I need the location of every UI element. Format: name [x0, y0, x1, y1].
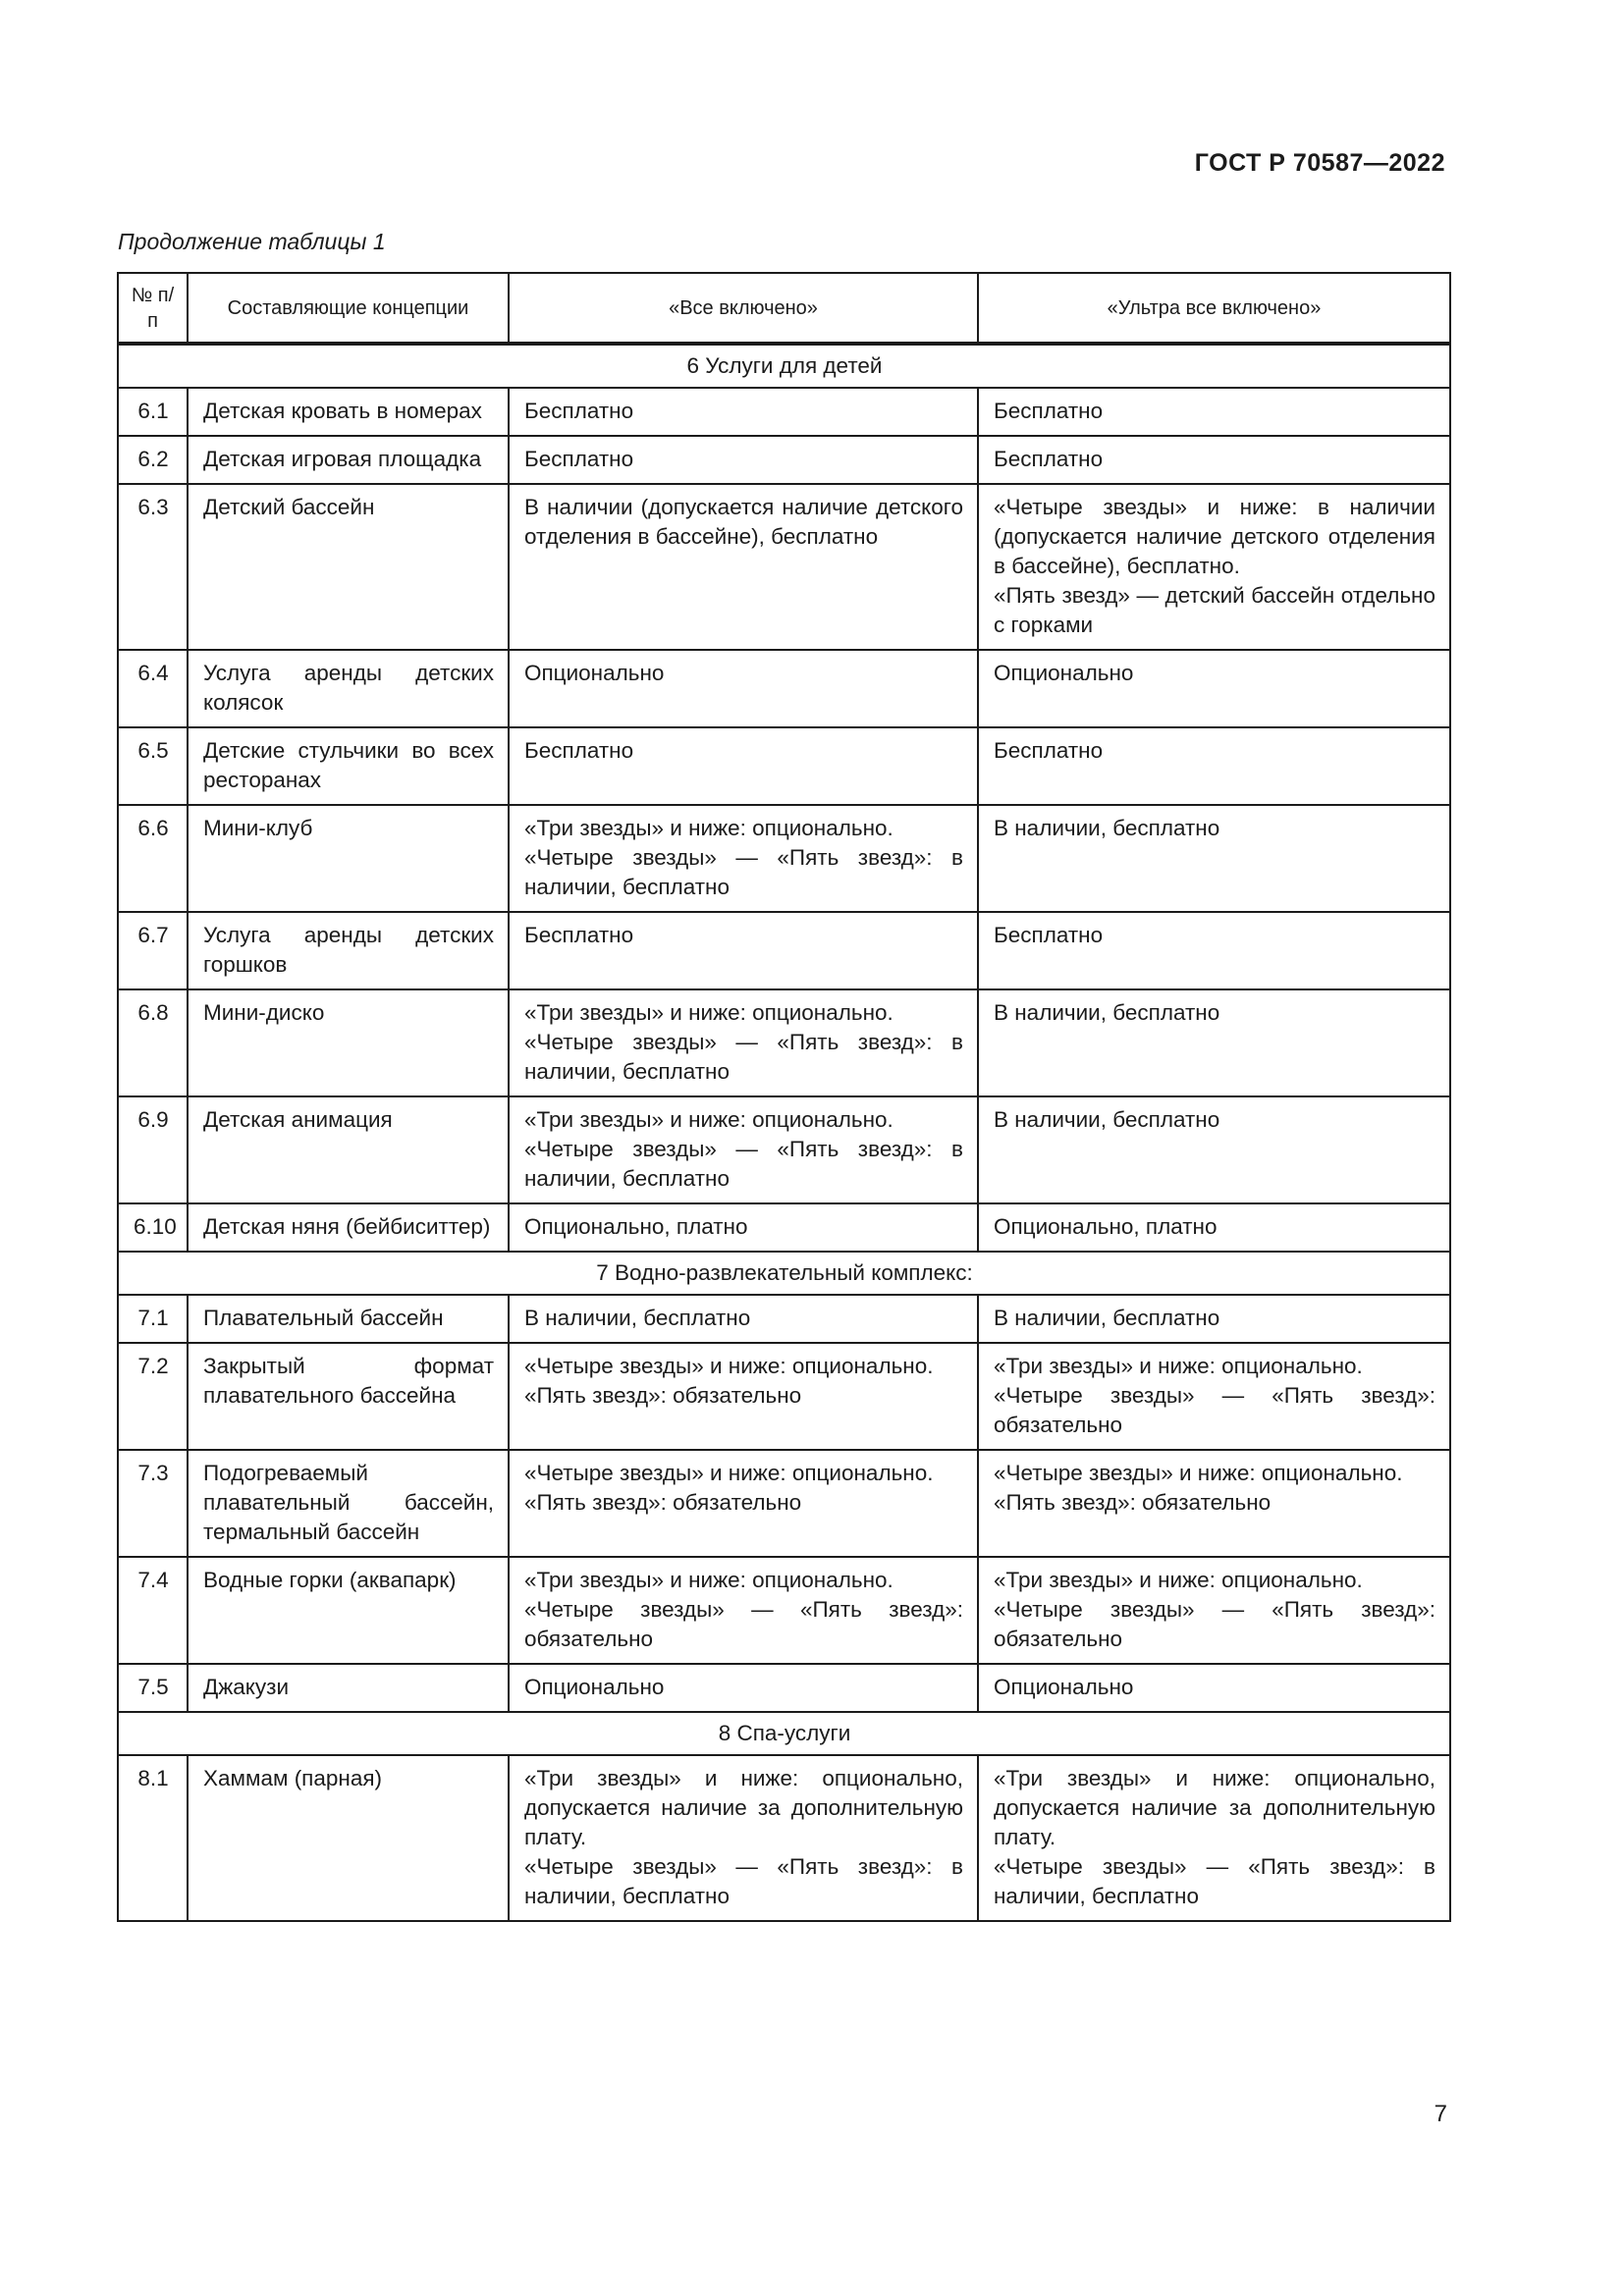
cell-line: «Три звезды» и ниже: опционально. — [524, 1568, 893, 1592]
component-name: Плавательный бассейн — [188, 1295, 509, 1343]
cell-line: Опционально, платно — [994, 1214, 1218, 1239]
row-number: 6.3 — [118, 484, 188, 650]
table-row — [118, 912, 1450, 989]
all-inclusive-value — [509, 1557, 978, 1664]
ultra-all-inclusive-value — [978, 1295, 1450, 1343]
cell-line: «Три звезды» и ниже: опционально. — [524, 816, 893, 840]
page-number: 7 — [1434, 2101, 1447, 2127]
cell-line: Опционально — [994, 1675, 1134, 1699]
component-name: Мини-диско — [188, 989, 509, 1096]
ultra-all-inclusive-value — [978, 1755, 1450, 1921]
table-row — [118, 436, 1450, 484]
section-title: 6 Услуги для детей — [118, 344, 1450, 388]
row-number: 6.2 — [118, 436, 188, 484]
ultra-all-inclusive-value — [978, 805, 1450, 912]
cell-line: Опционально — [524, 661, 665, 685]
cell-line: «Пять звезд»: обязательно — [524, 1383, 802, 1408]
row-number: 6.5 — [118, 727, 188, 805]
component-name: Детская кровать в номерах — [188, 388, 509, 436]
table-row — [118, 650, 1450, 727]
ultra-all-inclusive-value — [978, 1450, 1450, 1557]
component-name: Подогреваемый плавательный бассейн, термальный бассейн — [188, 1450, 509, 1557]
cell-line: В наличии (допускается наличие детского отделения в бассейне), бесплатно — [524, 495, 963, 549]
section-title: 8 Спа-услуги — [118, 1712, 1450, 1755]
table-row — [118, 484, 1450, 650]
ultra-all-inclusive-value — [978, 912, 1450, 989]
row-number: 7.4 — [118, 1557, 188, 1664]
row-number: 6.8 — [118, 989, 188, 1096]
ultra-all-inclusive-value — [978, 1664, 1450, 1712]
header-ultra-all-inclusive: «Ультра все включено» — [978, 273, 1450, 344]
cell-line: В наличии, бесплатно — [994, 1000, 1220, 1025]
table-row — [118, 805, 1450, 912]
all-inclusive-value — [509, 1203, 978, 1252]
all-inclusive-value — [509, 1295, 978, 1343]
row-number: 7.3 — [118, 1450, 188, 1557]
section-title: 7 Водно-развлекательный комплекс: — [118, 1252, 1450, 1295]
table-row — [118, 1295, 1450, 1343]
cell-line: «Четыре звезды» — «Пять звезд»: в наличии, бесплатно — [524, 845, 963, 899]
all-inclusive-value — [509, 1096, 978, 1203]
row-number: 6.9 — [118, 1096, 188, 1203]
cell-line: В наличии, бесплатно — [994, 1107, 1220, 1132]
table-body — [118, 344, 1450, 1921]
cell-line: В наличии, бесплатно — [994, 816, 1220, 840]
row-number: 6.7 — [118, 912, 188, 989]
cell-line: В наличии, бесплатно — [994, 1306, 1220, 1330]
component-name: Детские стульчики во всех ресторанах — [188, 727, 509, 805]
row-number: 7.5 — [118, 1664, 188, 1712]
table-row — [118, 1203, 1450, 1252]
section-row — [118, 344, 1450, 388]
cell-line: «Четыре звезды» и ниже: опционально. — [994, 1461, 1403, 1485]
header-all-inclusive: «Все включено» — [509, 273, 978, 344]
header-number: № п/п — [118, 273, 188, 344]
all-inclusive-value — [509, 1755, 978, 1921]
header-component: Составляющие концепции — [188, 273, 509, 344]
ultra-all-inclusive-value — [978, 650, 1450, 727]
document-code: ГОСТ Р 70587—2022 — [1194, 149, 1445, 177]
cell-line: Бесплатно — [524, 399, 634, 423]
cell-line: Опционально, платно — [524, 1214, 748, 1239]
all-inclusive-value — [509, 727, 978, 805]
cell-line: «Три звезды» и ниже: опционально, допускается наличие за дополнительную плату. — [524, 1766, 963, 1849]
table-row — [118, 1096, 1450, 1203]
ultra-all-inclusive-value — [978, 727, 1450, 805]
table-row — [118, 1664, 1450, 1712]
cell-line: В наличии, бесплатно — [524, 1306, 751, 1330]
cell-line: «Четыре звезды» и ниже: опционально. — [524, 1461, 934, 1485]
component-name: Детская игровая площадка — [188, 436, 509, 484]
component-name: Услуга аренды детских колясок — [188, 650, 509, 727]
ultra-all-inclusive-value — [978, 436, 1450, 484]
cell-line: Опционально — [524, 1675, 665, 1699]
section-row — [118, 1712, 1450, 1755]
component-name: Детский бассейн — [188, 484, 509, 650]
row-number: 7.1 — [118, 1295, 188, 1343]
ultra-all-inclusive-value — [978, 1096, 1450, 1203]
cell-line: Бесплатно — [524, 447, 634, 471]
all-inclusive-value — [509, 989, 978, 1096]
ultra-all-inclusive-value — [978, 1203, 1450, 1252]
cell-line: «Четыре звезды» — «Пять звезд»: в наличии, бесплатно — [524, 1030, 963, 1084]
section-row — [118, 1252, 1450, 1295]
table-row — [118, 989, 1450, 1096]
concept-table — [117, 272, 1451, 1922]
all-inclusive-value — [509, 436, 978, 484]
cell-line: Бесплатно — [994, 447, 1104, 471]
ultra-all-inclusive-value — [978, 989, 1450, 1096]
cell-line: «Три звезды» и ниже: опционально. — [524, 1107, 893, 1132]
component-name: Мини-клуб — [188, 805, 509, 912]
cell-line: «Пять звезд»: обязательно — [524, 1490, 802, 1515]
all-inclusive-value — [509, 1343, 978, 1450]
cell-line: Бесплатно — [524, 923, 634, 947]
cell-line: «Четыре звезды» — «Пять звезд»: обязательно — [994, 1383, 1435, 1437]
cell-line: Бесплатно — [994, 399, 1104, 423]
cell-line: «Четыре звезды» — «Пять звезд»: обязательно — [524, 1597, 963, 1651]
all-inclusive-value — [509, 484, 978, 650]
cell-line: «Три звезды» и ниже: опционально. — [524, 1000, 893, 1025]
all-inclusive-value — [509, 805, 978, 912]
table-row — [118, 388, 1450, 436]
cell-line: «Три звезды» и ниже: опционально. — [994, 1354, 1363, 1378]
all-inclusive-value — [509, 388, 978, 436]
table-row — [118, 1450, 1450, 1557]
table-caption: Продолжение таблицы 1 — [118, 229, 386, 254]
component-name: Закрытый формат плавательного бассейна — [188, 1343, 509, 1450]
row-number: 7.2 — [118, 1343, 188, 1450]
cell-line: «Четыре звезды» — «Пять звезд»: в наличии, бесплатно — [524, 1854, 963, 1908]
all-inclusive-value — [509, 1450, 978, 1557]
all-inclusive-value — [509, 1664, 978, 1712]
row-number: 6.10 — [118, 1203, 188, 1252]
component-name: Хаммам (парная) — [188, 1755, 509, 1921]
table-row — [118, 1557, 1450, 1664]
table-row — [118, 727, 1450, 805]
cell-line: «Четыре звезды» и ниже: опционально. — [524, 1354, 934, 1378]
table-header — [118, 273, 1450, 344]
ultra-all-inclusive-value — [978, 1343, 1450, 1450]
component-name: Услуга аренды детских горшков — [188, 912, 509, 989]
cell-line: Бесплатно — [994, 738, 1104, 763]
row-number: 6.6 — [118, 805, 188, 912]
cell-line: «Пять звезд» — детский бассейн отдельно с горками — [994, 583, 1435, 637]
component-name: Детская анимация — [188, 1096, 509, 1203]
cell-line: «Четыре звезды» — «Пять звезд»: обязательно — [994, 1597, 1435, 1651]
row-number: 6.4 — [118, 650, 188, 727]
table-row — [118, 1755, 1450, 1921]
all-inclusive-value — [509, 650, 978, 727]
all-inclusive-value — [509, 912, 978, 989]
table-row — [118, 1343, 1450, 1450]
cell-line: «Три звезды» и ниже: опционально. — [994, 1568, 1363, 1592]
cell-line: «Четыре звезды» — «Пять звезд»: в наличии, бесплатно — [524, 1137, 963, 1191]
ultra-all-inclusive-value — [978, 388, 1450, 436]
cell-line: Бесплатно — [524, 738, 634, 763]
cell-line: «Четыре звезды» — «Пять звезд»: в наличии, бесплатно — [994, 1854, 1435, 1908]
cell-line: «Пять звезд»: обязательно — [994, 1490, 1272, 1515]
cell-line: «Четыре звезды» и ниже: в наличии (допускается наличие детского отделения в бассейне), бесплатно. — [994, 495, 1435, 578]
cell-line: «Три звезды» и ниже: опционально, допускается наличие за дополнительную плату. — [994, 1766, 1435, 1849]
component-name: Джакузи — [188, 1664, 509, 1712]
row-number: 6.1 — [118, 388, 188, 436]
cell-line: Опционально — [994, 661, 1134, 685]
component-name: Водные горки (аквапарк) — [188, 1557, 509, 1664]
ultra-all-inclusive-value — [978, 484, 1450, 650]
ultra-all-inclusive-value — [978, 1557, 1450, 1664]
row-number: 8.1 — [118, 1755, 188, 1921]
component-name: Детская няня (бейбиситтер) — [188, 1203, 509, 1252]
cell-line: Бесплатно — [994, 923, 1104, 947]
